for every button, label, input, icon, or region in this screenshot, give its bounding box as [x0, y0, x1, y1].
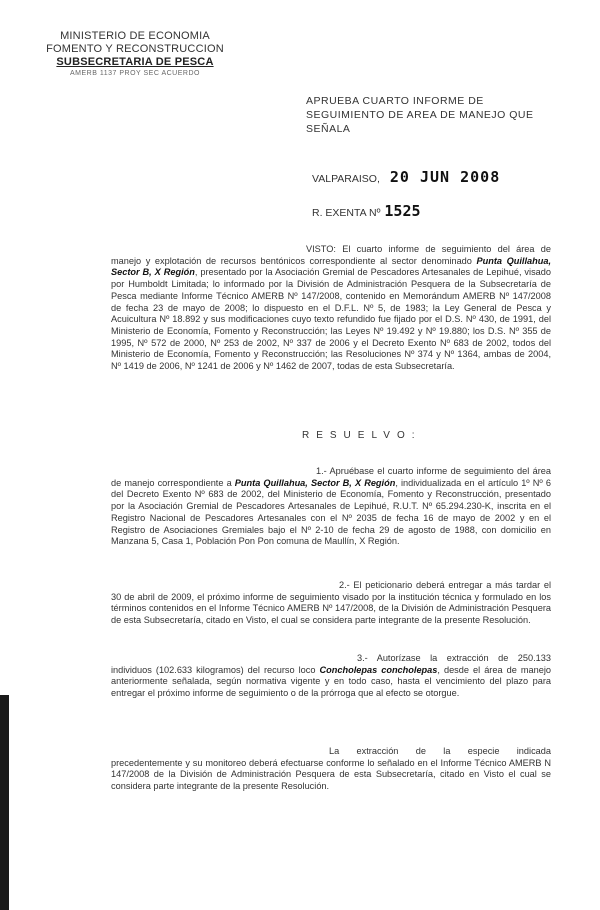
letterhead: [40, 30, 230, 78]
point-3-paragraph: 3.- Autorízase la extracción de 250.133 individuos (102.633 kilogramos) del recurso loco Concholepas concholepas, desde el área de manejo anteriormente señalada, según normativa vigente y en todo caso, hasta el vencimiento del plazo para entregar el próximo informe de seguimiento o de la prórroga que al efecto se otorgue.: [111, 653, 551, 699]
date-stamp: 20 JUN 2008: [389, 168, 501, 186]
scan-edge-bar: [0, 695, 9, 910]
point-1-paragraph: 1.- Apruébase el cuarto informe de seguimiento del área de manejo correspondiente a Punta Quillahua, Sector B, X Región, individualizada en el artículo 1º Nº 6 del Decreto Exento Nº 683 de 2002, del Ministerio de Economía, Fomento y Reconstrucción, presentado por la Asociación Gremial de Pescadores Artesanales de Lepihué, R.U.T. Nº 65.294.230-K, inscrita en el Registro Nacional de Pescadores Artesanales con el Nº 2035 de fecha 16 de mayo de 2002 y en el Registro de Asociaciones Gremiales bajo el Nº 2-10 de fecha 29 de agosto de 1988, con domicilio en Manzana 5, Casa 1, Población Pon Pon comuna de Maullín, X Región.: [111, 466, 551, 547]
resuelvo-heading: RESUELVO:: [302, 430, 422, 441]
point-1-sector-name: Punta Quillahua, Sector B, X Región: [234, 477, 396, 488]
subsecretaria-name: SUBSECRETARIA DE PESCA: [56, 56, 214, 68]
exenta-label: R. EXENTA Nº: [312, 207, 381, 219]
place-label: VALPARAISO,: [312, 173, 380, 185]
ministry-subname: FOMENTO Y RECONSTRUCCION: [46, 43, 224, 55]
place-date: [312, 168, 500, 186]
exenta-number-stamp: 1525: [384, 202, 421, 220]
reference-code: AMERB 1137 PROY SEC ACUERDO: [70, 70, 200, 77]
point-2-paragraph: 2.- El peticionario deberá entregar a más tardar el 30 de abril de 2009, el próximo informe de seguimiento visado por la institución técnica y formulado en los términos contenidos en el Informe Técnico AMERB Nº 147/2008, de la División de Administración Pesquera de esta Subsecretaría, citado en Visto, el cual se considera parte integrante de la presente Resolución.: [111, 580, 551, 626]
resolution-number: [312, 202, 421, 220]
ministry-name: MINISTERIO DE ECONOMIA: [60, 30, 210, 42]
visto-sector-name: Punta Quillahua, Sector B, X Región: [111, 255, 551, 278]
point-3-species-name: Concholepas concholepas: [319, 664, 438, 675]
visto-paragraph: VISTO: El cuarto informe de seguimiento del área de manejo y explotación de recursos bentónicos correspondiente al sector denominado Punta Quillahua, Sector B, X Región, presentado por la Asociación Gremial de Pescadores Artesanales de Lepihué, visado por Humboldt Limitada; lo informado por la División de Administración Pesquera de la Subsecretaría de Pesca mediante Informe Técnico AMERB Nº 147/2008, contenido en Memorándum AMERB Nº 147/2008 de fecha 23 de mayo de 2008; lo dispuesto en el D.F.L. Nº 5, de 1983; la Ley General de Pesca y Acuicultura Nº 18.892 y sus modificaciones cuyo texto refundido fue fijado por el D.S. Nº 430, de 1991, del Ministerio de Economía, Fomento y Reconstrucción; las Leyes Nº 19.492 y Nº 19.880; los D.S. Nº 355 de 1995, Nº 572 de 2000, Nº 253 de 2002, Nº 337 de 2006 y el Decreto Exento Nº 683 de 2002, todos del Ministerio de Economía, Fomento y Reconstrucción; las Resoluciones Nº 374 y Nº 1364, ambas de 2004, Nº 1419 de 2006, Nº 1241 de 2006 y Nº 1462 de 2007, todas de esta Subsecretaría.: [111, 244, 551, 372]
subject-text: APRUEBA CUARTO INFORME DE SEGUIMIENTO DE AREA DE MANEJO QUE SEÑALA: [306, 95, 534, 135]
point-4-paragraph: La extracción de la especie indicada precedentemente y su monitoreo deberá efectuarse conforme lo señalado en el Informe Técnico AMERB N 147/2008 de la División de Administración Pesquera de esta Subsecretaría, citado en Visto el cual se considera parte integrante de la presente Resolución.: [111, 746, 551, 792]
